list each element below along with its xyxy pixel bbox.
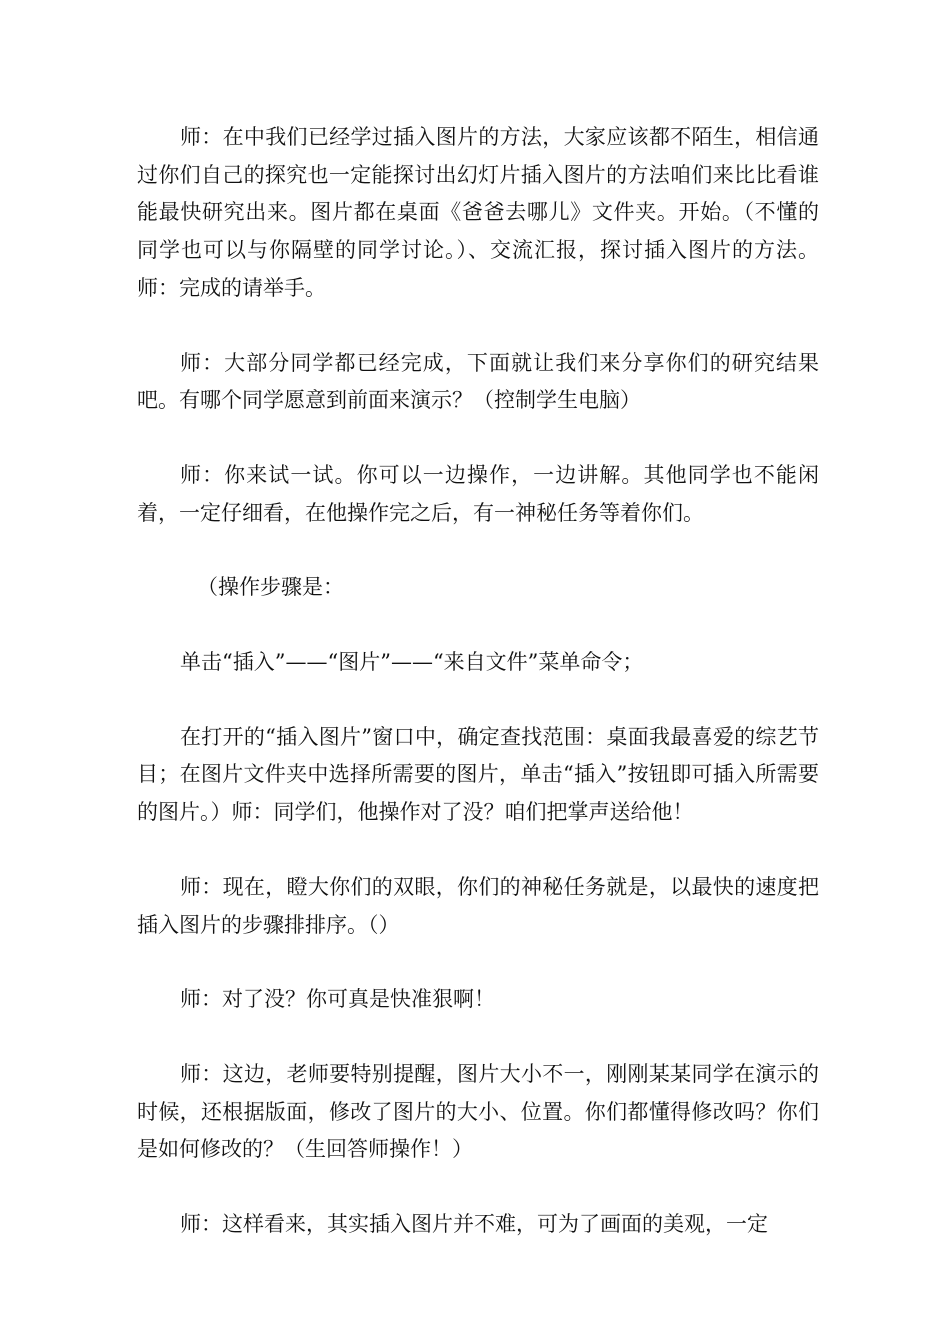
paragraph-step-2: 在打开的“插入图片”窗口中，确定查找范围：桌面我最喜爱的综艺节目；在图片文件夹中选择所需要的图片，单击“插入”按钮即可插入所需要的图片。）师：同学们，他操作对了没？咱们把掌声送给他！ bbox=[137, 724, 819, 825]
paragraph-1: 师：在中我们已经学过插入图片的方法，大家应该都不陌生，相信通过你们自己的探究也一定能探讨出幻灯片插入图片的方法咱们来比比看谁能最快研究出来。图片都在桌面《爸爸去哪儿》文件夹。开始。（不懂的同学也可以与你隔壁的同学讨论。）、交流汇报，探讨插入图片的方法。师：完成的请举手。 bbox=[137, 125, 819, 300]
document-body bbox=[137, 119, 819, 1281]
paragraph-steps-intro: （操作步骤是： bbox=[197, 575, 344, 600]
paragraph-9: 师：这边，老师要特别提醒，图片大小不一，刚刚某某同学在演示的时候，还根据版面，修改了图片的大小、位置。你们都懂得修改吗？你们是如何修改的？（生回答师操作！） bbox=[137, 1061, 819, 1162]
paragraph-3: 师：你来试一试。你可以一边操作，一边讲解。其他同学也不能闲着，一定仔细看，在他操作完之后，有一神秘任务等着你们。 bbox=[137, 462, 819, 525]
paragraph-7: 师：现在，瞪大你们的双眼，你们的神秘任务就是，以最快的速度把插入图片的步骤排排序。（） bbox=[137, 874, 819, 937]
paragraph-8: 师：对了没？你可真是快准狠啊！ bbox=[180, 987, 495, 1012]
paragraph-step-1: 单击“插入”——“图片”——“来自文件”菜单命令； bbox=[180, 650, 644, 675]
paragraph-10: 师：这样看来，其实插入图片并不难，可为了画面的美观，一定 bbox=[180, 1212, 768, 1237]
paragraph-2: 师：大部分同学都已经完成，下面就让我们来分享你们的研究结果吧。有哪个同学愿意到前面来演示？（控制学生电脑） bbox=[137, 350, 819, 413]
